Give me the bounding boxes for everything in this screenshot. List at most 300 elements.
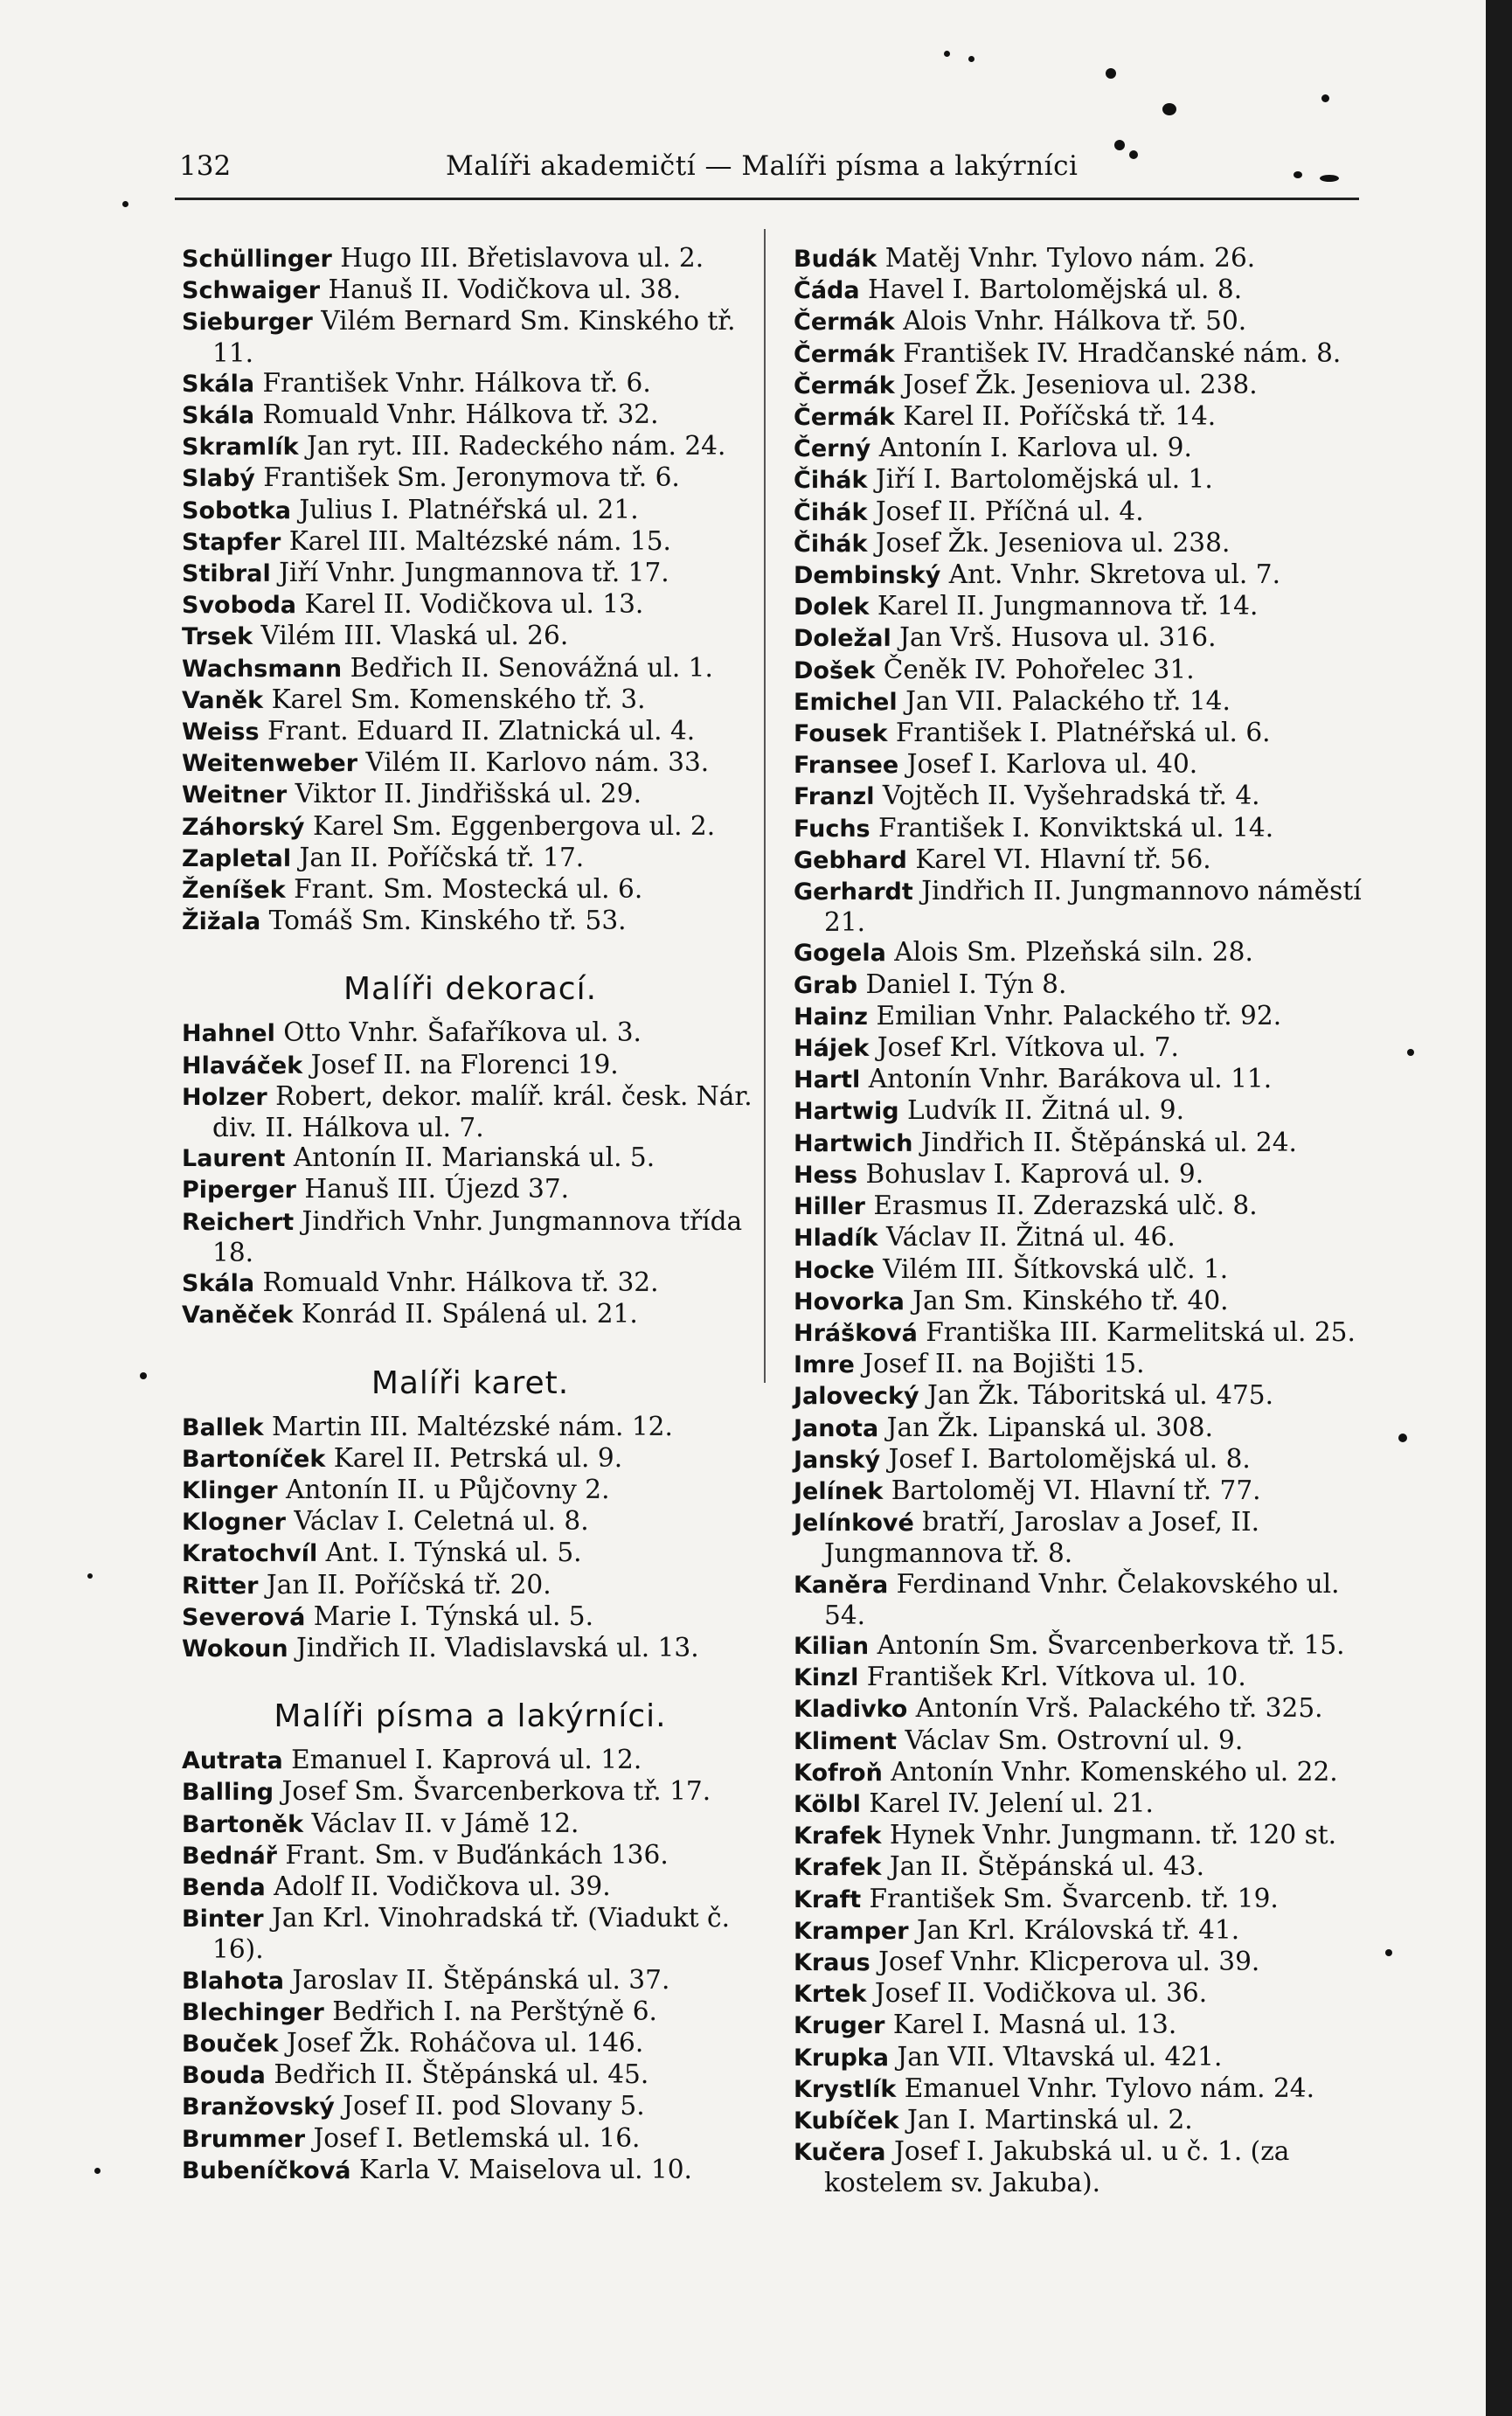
- entry-details: Josef Žk. Jeseniova ul. 238.: [875, 527, 1231, 558]
- entry-details: Jan Žk. Lipanská ul. 308.: [886, 1412, 1214, 1442]
- directory-entry: [794, 370, 1362, 401]
- directory-entry: [794, 1757, 1362, 1788]
- entry-surname: Čihák: [794, 530, 868, 558]
- entry-details: Bohuslav I. Kaprová ul. 9.: [865, 1158, 1204, 1189]
- directory-entry: [794, 1507, 1362, 1568]
- entry-surname: Fousek: [794, 720, 888, 748]
- entry-details: Josef Vnhr. Klicperova ul. 39.: [878, 1946, 1260, 1976]
- entry-surname: Hess: [794, 1161, 858, 1189]
- entry-details: Jan Žk. Táboritská ul. 475.: [926, 1380, 1274, 1411]
- entry-surname: Skála: [182, 1270, 255, 1298]
- entry-details: Julius I. Platnéřská ul. 21.: [299, 494, 639, 524]
- directory-entry: [794, 1788, 1362, 1820]
- directory-entry: [182, 1633, 759, 1664]
- entry-surname: Skramlík: [182, 434, 299, 462]
- page-header: [179, 150, 1359, 194]
- directory-entry: [182, 2059, 759, 2091]
- entry-details: Josef I. Karlova ul. 40.: [906, 749, 1198, 780]
- entry-surname: Kilian: [794, 1632, 870, 1660]
- entry-details: Václav II. Žitná ul. 46.: [886, 1222, 1176, 1253]
- entry-details: Antonín Sm. Švarcenberkova tř. 15.: [877, 1629, 1345, 1660]
- entry-details: Frant. Sm. v Buďánkách 136.: [285, 1839, 669, 1870]
- entry-details: Václav Sm. Ostrovní ul. 9.: [905, 1725, 1244, 1755]
- directory-entry: [182, 811, 759, 843]
- scan-speck: [944, 51, 950, 57]
- entry-details: Vilém II. Karlovo nám. 33.: [365, 747, 710, 778]
- entry-surname: Trsek: [182, 623, 253, 651]
- directory-entry: [182, 1965, 759, 1996]
- entry-surname: Budák: [794, 246, 877, 273]
- entry-details: Václav I. Celetná ul. 8.: [294, 1506, 589, 1537]
- entry-surname: Bednář: [182, 1842, 277, 1870]
- entry-surname: Kraft: [794, 1885, 862, 1913]
- entry-surname: Fuchs: [794, 815, 870, 843]
- entry-details: Jiří Vnhr. Jungmannova tř. 17.: [279, 558, 669, 588]
- directory-entry: [794, 1978, 1362, 2010]
- section-heading: Malíři karet.: [371, 1364, 570, 1401]
- directory-entry: [794, 1095, 1362, 1127]
- directory-entry: [182, 558, 759, 589]
- entry-surname: Franzl: [794, 783, 875, 811]
- entry-details: Karel IV. Jelení ul. 21.: [869, 1788, 1154, 1818]
- scan-speck: [87, 1573, 93, 1579]
- entry-surname: Došek: [794, 656, 876, 684]
- entry-surname: Kruger: [794, 2012, 885, 2040]
- directory-entry: [794, 433, 1362, 464]
- directory-entry: [794, 655, 1362, 686]
- entry-surname: Schwaiger: [182, 277, 321, 305]
- directory-entry: [182, 2155, 759, 2186]
- entry-details: Karla V. Maiselova ul. 10.: [358, 2154, 692, 2184]
- entry-details: Jan Krl. Královská tř. 41.: [916, 1914, 1240, 1945]
- directory-entry: [182, 243, 759, 274]
- entry-details: Josef II. pod Slovany 5.: [343, 2091, 645, 2121]
- entry-surname: Jelínek: [794, 1477, 884, 1505]
- header-rule: [175, 198, 1359, 200]
- directory-entry: [794, 1630, 1362, 1662]
- directory-entry: [182, 1206, 759, 1267]
- entry-surname: Balling: [182, 1779, 274, 1807]
- section-heading: Malíři dekorací.: [343, 971, 598, 1008]
- entry-details: František Sm. Švarcenb. tř. 19.: [869, 1883, 1279, 1913]
- entry-details: Vilém III. Šítkovská ulč. 1.: [883, 1253, 1229, 1284]
- directory-entry: [794, 1349, 1362, 1380]
- entry-details: Karel II. Jungmannova tř. 14.: [877, 591, 1259, 621]
- entry-surname: Klinger: [182, 1476, 278, 1504]
- entry-details: Ferdinand Vnhr. Čelakovského ul. 54.: [824, 1568, 1340, 1630]
- scan-speck: [122, 201, 128, 207]
- entry-surname: Emichel: [794, 688, 898, 716]
- entry-details: Alois Vnhr. Hálkova tř. 50.: [903, 306, 1247, 337]
- entry-details: Josef II. Příčná ul. 4.: [875, 496, 1144, 526]
- directory-entry: [794, 1884, 1362, 1915]
- directory-entry: [182, 684, 759, 716]
- entry-details: Karel III. Maltézské nám. 15.: [288, 525, 671, 556]
- entry-details: Jan II. Poříčská tř. 20.: [266, 1569, 551, 1600]
- entry-details: Bedřich II. Štěpánská ul. 45.: [274, 2059, 649, 2090]
- entry-surname: Bartoněk: [182, 1810, 304, 1838]
- entry-surname: Doležal: [794, 625, 891, 653]
- scan-speck: [140, 1372, 147, 1379]
- entry-details: Viktor II. Jindřišská ul. 29.: [295, 779, 642, 809]
- directory-entry: [182, 1903, 759, 1964]
- scan-speck: [1162, 103, 1176, 115]
- entry-details: Karel II. Petrská ul. 9.: [333, 1442, 623, 1473]
- directory-entry: [794, 1725, 1362, 1757]
- entry-surname: Slabý: [182, 465, 255, 493]
- entry-surname: Jelínkové: [794, 1510, 914, 1538]
- entry-details: Josef Žk. Roháčova ul. 146.: [287, 2027, 644, 2058]
- section-heading: Malíři písma a lakýrníci.: [274, 1698, 667, 1735]
- scan-speck: [1407, 1049, 1414, 1056]
- entry-surname: Čermák: [794, 371, 895, 399]
- directory-entry: [794, 813, 1362, 844]
- entry-details: Frant. Eduard II. Zlatnická ul. 4.: [267, 716, 696, 746]
- entry-surname: Čermák: [794, 340, 895, 368]
- entry-details: Jan Krl. Vinohradská tř. (Viadukt č. 16).: [212, 1903, 731, 1965]
- entry-details: Otto Vnhr. Šafaříkova ul. 3.: [283, 1017, 642, 1048]
- entry-surname: Jalovecký: [794, 1383, 919, 1411]
- entry-details: Bedřich II. Senovážná ul. 1.: [350, 652, 713, 683]
- entry-details: Vilém Bernard Sm. Kinského tř. 11.: [212, 306, 736, 368]
- entry-details: Václav II. v Jámě 12.: [311, 1808, 579, 1838]
- entry-surname: Čihák: [794, 467, 868, 495]
- entry-details: Karel Sm. Eggenbergova ul. 2.: [312, 810, 716, 841]
- entry-surname: Hrášková: [794, 1319, 918, 1347]
- entry-surname: Holzer: [182, 1083, 267, 1111]
- directory-entry: [182, 1142, 759, 1174]
- directory-entry: [794, 718, 1362, 749]
- entry-details: Čeněk IV. Pohořelec 31.: [883, 654, 1195, 684]
- entry-details: Martin III. Maltézské nám. 12.: [272, 1411, 673, 1441]
- directory-entry: [794, 622, 1362, 654]
- entry-surname: Kraus: [794, 1948, 870, 1976]
- entry-surname: Čihák: [794, 498, 868, 526]
- entry-surname: Krafek: [794, 1822, 882, 1850]
- entry-surname: Brummer: [182, 2125, 306, 2153]
- entry-details: Antonín Vnhr. Barákova ul. 11.: [868, 1064, 1273, 1094]
- directory-entry: [794, 306, 1362, 337]
- directory-entry: [182, 462, 759, 494]
- entry-surname: Schüllinger: [182, 246, 332, 273]
- entry-surname: Hájek: [794, 1035, 870, 1063]
- entry-surname: Grab: [794, 971, 858, 999]
- entry-details: Emanuel Vnhr. Tylovo nám. 24.: [904, 2072, 1315, 2103]
- entry-details: Romuald Vnhr. Hálkova tř. 32.: [262, 1267, 659, 1298]
- directory-entry: [794, 274, 1362, 306]
- directory-entry: [182, 621, 759, 652]
- directory-entry: [182, 1871, 759, 1903]
- entry-surname: Vaněk: [182, 686, 264, 714]
- entry-details: Josef I. Bartolomějská ul. 8.: [888, 1443, 1251, 1474]
- entry-surname: Blechinger: [182, 1998, 324, 2026]
- entry-surname: Gogela: [794, 940, 886, 968]
- entry-details: Jan Vrš. Husova ul. 316.: [899, 622, 1217, 653]
- directory-entry: [182, 399, 759, 431]
- entry-details: Karel VI. Hlavní tř. 56.: [915, 844, 1211, 874]
- entry-surname: Gerhardt: [794, 878, 913, 906]
- directory-entry: [794, 338, 1362, 370]
- directory-entry: [794, 2136, 1362, 2197]
- entry-surname: Svoboda: [182, 592, 297, 620]
- entry-details: Daniel I. Týn 8.: [865, 968, 1067, 999]
- directory-entry: [182, 843, 759, 874]
- entry-surname: Weitner: [182, 781, 288, 809]
- entry-details: Jindřich II. Jungmannovo náměstí 21.: [824, 876, 1362, 938]
- entry-surname: Čermák: [794, 404, 895, 432]
- directory-entry: [794, 1159, 1362, 1191]
- scan-speck: [968, 56, 974, 62]
- entry-details: Antonín II. u Půjčovny 2.: [286, 1474, 610, 1504]
- entry-surname: Stapfer: [182, 528, 281, 556]
- directory-entry: [182, 1475, 759, 1506]
- entry-surname: Dembinský: [794, 562, 941, 590]
- directory-entry: [182, 1174, 759, 1205]
- directory-entry: [182, 906, 759, 937]
- entry-surname: Krafek: [794, 1854, 882, 1882]
- entry-details: Jindřich II. Štěpánská ul. 24.: [920, 1127, 1297, 1157]
- directory-entry: [182, 431, 759, 462]
- directory-entry: [794, 496, 1362, 528]
- entry-details: Josef II. na Florenci 19.: [310, 1049, 619, 1080]
- directory-entry: [794, 876, 1362, 937]
- directory-entry: [182, 589, 759, 621]
- entry-surname: Hiller: [794, 1193, 865, 1221]
- directory-entry: [182, 2091, 759, 2122]
- entry-details: Tomáš Sm. Kinského tř. 53.: [268, 906, 627, 936]
- entry-details: Jan II. Poříčská tř. 17.: [299, 842, 585, 872]
- entry-details: Hynek Vnhr. Jungmann. tř. 120 st.: [889, 1820, 1337, 1850]
- entry-surname: Čáda: [794, 277, 860, 305]
- entry-surname: Laurent: [182, 1145, 286, 1173]
- entry-surname: Ženíšek: [182, 877, 286, 905]
- directory-entry: [182, 1299, 759, 1330]
- directory-entry: [794, 1915, 1362, 1947]
- entry-surname: Hahnel: [182, 1020, 275, 1048]
- right-column: [794, 243, 1362, 2198]
- entry-surname: Wokoun: [182, 1635, 288, 1663]
- entry-surname: Hovorka: [794, 1288, 905, 1316]
- entry-surname: Vaněček: [182, 1302, 294, 1329]
- directory-entry: [182, 1776, 759, 1808]
- entry-surname: Sieburger: [182, 309, 313, 337]
- entry-surname: Skála: [182, 370, 255, 398]
- scan-speck: [1398, 1434, 1407, 1442]
- entry-details: Hanuš III. Újezd 37.: [304, 1174, 570, 1205]
- entry-surname: Kučera: [794, 2139, 886, 2167]
- entry-surname: Kratochvíl: [182, 1540, 318, 1568]
- directory-entry: [794, 591, 1362, 622]
- entry-surname: Hartl: [794, 1066, 861, 1094]
- entry-surname: Janota: [794, 1414, 879, 1442]
- directory-entry: [794, 686, 1362, 718]
- entry-surname: Imre: [794, 1351, 855, 1379]
- scan-speck: [1129, 150, 1138, 159]
- directory-entry: [794, 559, 1362, 591]
- directory-entry: [794, 1317, 1362, 1349]
- entry-surname: Krupka: [794, 2044, 889, 2072]
- entry-surname: Ballek: [182, 1413, 264, 1441]
- directory-entry: [182, 368, 759, 399]
- entry-details: Karel Sm. Komenského tř. 3.: [271, 684, 646, 714]
- entry-surname: Autrata: [182, 1747, 283, 1775]
- directory-entry: [794, 2073, 1362, 2105]
- directory-entry: [182, 1267, 759, 1299]
- directory-entry: [794, 1569, 1362, 1630]
- column-divider: [764, 229, 766, 1383]
- directory-entry: [182, 1017, 759, 1049]
- entry-details: Josef I. Betlemská ul. 16.: [313, 2122, 641, 2153]
- entry-surname: Skála: [182, 402, 255, 430]
- entry-details: Antonín Vnhr. Komenského ul. 22.: [891, 1756, 1338, 1787]
- directory-entry: [182, 2028, 759, 2059]
- entry-details: Jan II. Štěpánská ul. 43.: [889, 1851, 1204, 1882]
- directory-entry: [182, 1996, 759, 2028]
- entry-details: Jan Sm. Kinského tř. 40.: [912, 1285, 1229, 1316]
- directory-entry: [794, 1444, 1362, 1475]
- directory-entry: [794, 1413, 1362, 1444]
- entry-details: Jaroslav II. Štěpánská ul. 37.: [292, 1964, 670, 1995]
- directory-entry: [182, 495, 759, 526]
- directory-entry: [182, 1538, 759, 1569]
- page-number: 132: [179, 150, 232, 182]
- directory-entry: [182, 1570, 759, 1601]
- entry-details: František IV. Hradčanské nám. 8.: [903, 337, 1342, 368]
- entry-details: Vojtěch II. Vyšehradská tř. 4.: [882, 781, 1260, 811]
- directory-entry: [794, 1128, 1362, 1159]
- entry-details: Josef II. Vodičkova ul. 36.: [874, 1978, 1208, 2009]
- entry-details: bratří, Jaroslav a Josef, II. Jungmannova tř. 8.: [824, 1507, 1260, 1569]
- entry-surname: Kubíček: [794, 2107, 899, 2135]
- scan-speck: [1385, 1949, 1392, 1956]
- entry-details: František I. Konviktská ul. 14.: [878, 812, 1274, 843]
- entry-surname: Weiss: [182, 719, 260, 746]
- directory-entry: [182, 779, 759, 810]
- entry-details: Karel I. Masná ul. 13.: [892, 2010, 1177, 2040]
- entry-details: Alois Sm. Plzeňská siln. 28.: [894, 937, 1253, 968]
- entry-details: Bartoloměj VI. Hlavní tř. 77.: [891, 1475, 1261, 1505]
- entry-details: Robert, dekor. malíř. král. česk. Nár. div. II. Hálkova ul. 7.: [212, 1080, 753, 1143]
- directory-entry: [794, 1947, 1362, 1978]
- directory-entry: [794, 1254, 1362, 1286]
- directory-entry: [182, 2123, 759, 2155]
- entry-details: Hanuš II. Vodičkova ul. 38.: [328, 274, 682, 305]
- directory-entry: [182, 274, 759, 306]
- entry-details: Karel II. Vodičkova ul. 13.: [304, 589, 644, 620]
- entry-details: Antonín Vrš. Palackého tř. 325.: [915, 1693, 1323, 1724]
- entry-surname: Žižala: [182, 908, 261, 936]
- entry-surname: Dolek: [794, 594, 870, 621]
- entry-details: Karel II. Poříčská tř. 14.: [903, 401, 1217, 432]
- entry-details: Ant. I. Týnská ul. 5.: [325, 1538, 582, 1568]
- entry-details: Vilém III. Vlaská ul. 26.: [260, 621, 569, 651]
- scan-speck: [1106, 68, 1116, 79]
- scan-speck: [1294, 171, 1302, 178]
- entry-surname: Reichert: [182, 1208, 295, 1236]
- entry-surname: Ritter: [182, 1572, 259, 1600]
- entry-details: Romuald Vnhr. Hálkova tř. 32.: [262, 399, 659, 430]
- entry-details: František Vnhr. Hálkova tř. 6.: [262, 367, 651, 398]
- entry-surname: Blahota: [182, 1967, 284, 1995]
- entry-details: Jindřich II. Vladislavská ul. 13.: [296, 1632, 699, 1663]
- directory-entry: [182, 1601, 759, 1633]
- entry-details: Jiří I. Bartolomějská ul. 1.: [875, 464, 1213, 495]
- directory-entry: [182, 1809, 759, 1840]
- entry-details: Josef Žk. Jeseniova ul. 238.: [903, 369, 1258, 399]
- entry-details: Erasmus II. Zderazská ulč. 8.: [873, 1191, 1258, 1221]
- entry-surname: Klogner: [182, 1509, 286, 1537]
- directory-entry: [794, 2010, 1362, 2041]
- entry-surname: Krystlík: [794, 2075, 897, 2103]
- left-column: [182, 243, 759, 2186]
- entry-surname: Krtek: [794, 1981, 867, 2009]
- directory-entry: [794, 749, 1362, 781]
- entry-surname: Bartoníček: [182, 1445, 326, 1473]
- entry-details: Emilian Vnhr. Palackého tř. 92.: [876, 1000, 1282, 1031]
- entry-details: Josef I. Jakubská ul. u č. 1. (za kostelem sv. Jakuba).: [824, 2136, 1290, 2198]
- directory-entry: [794, 844, 1362, 876]
- entry-surname: Binter: [182, 1906, 264, 1933]
- entry-details: Františka III. Karmelitská ul. 25.: [926, 1316, 1356, 1347]
- entry-surname: Bouda: [182, 2062, 266, 2090]
- entry-surname: Záhorský: [182, 813, 305, 841]
- entry-surname: Gebhard: [794, 846, 907, 874]
- entry-details: Adolf II. Vodičkova ul. 39.: [274, 1871, 611, 1901]
- entry-surname: Wachsmann: [182, 655, 343, 683]
- directory-entry: [182, 716, 759, 747]
- entry-details: Konrád II. Spálená ul. 21.: [301, 1299, 638, 1329]
- directory-entry: [182, 526, 759, 558]
- entry-surname: Bouček: [182, 2030, 279, 2058]
- entry-details: František Sm. Jeronymova tř. 6.: [263, 462, 680, 493]
- entry-surname: Branžovský: [182, 2093, 335, 2121]
- entry-surname: Zapletal: [182, 844, 292, 872]
- scan-speck: [1114, 140, 1125, 150]
- entry-details: Matěj Vnhr. Tylovo nám. 26.: [884, 243, 1256, 273]
- directory-entry: [182, 306, 759, 367]
- directory-entry: [794, 1820, 1362, 1851]
- entry-surname: Sobotka: [182, 496, 291, 524]
- directory-entry: [794, 937, 1362, 968]
- directory-entry: [794, 1693, 1362, 1725]
- directory-entry: [794, 528, 1362, 559]
- directory-entry: [794, 1032, 1362, 1064]
- directory-entry: [794, 969, 1362, 1001]
- entry-surname: Kladivko: [794, 1696, 908, 1724]
- entry-surname: Černý: [794, 435, 871, 463]
- entry-surname: Čermák: [794, 309, 895, 337]
- entry-surname: Benda: [182, 1873, 266, 1901]
- entry-surname: Bubeníčková: [182, 2156, 351, 2184]
- entry-details: František I. Platnéřská ul. 6.: [895, 718, 1271, 748]
- directory-entry: [794, 1222, 1362, 1253]
- directory-entry: [794, 2105, 1362, 2136]
- directory-entry: [182, 653, 759, 684]
- entry-details: Jan I. Martinská ul. 2.: [906, 2104, 1193, 2135]
- entry-surname: Hlaváček: [182, 1052, 303, 1080]
- directory-entry: [794, 1851, 1362, 1883]
- directory-entry: [794, 1475, 1362, 1507]
- entry-details: Antonín I. Karlova ul. 9.: [878, 433, 1192, 463]
- entry-surname: Weitenweber: [182, 750, 358, 778]
- entry-details: František Krl. Vítkova ul. 10.: [866, 1662, 1246, 1692]
- entry-details: Hugo III. Břetislavova ul. 2.: [340, 243, 704, 273]
- entry-surname: Hartwich: [794, 1129, 913, 1157]
- entry-surname: Kramper: [794, 1917, 909, 1945]
- entry-details: Ludvík II. Žitná ul. 9.: [907, 1095, 1184, 1126]
- entry-details: Havel I. Bartolomějská ul. 8.: [868, 274, 1243, 305]
- entry-surname: Hladík: [794, 1225, 878, 1253]
